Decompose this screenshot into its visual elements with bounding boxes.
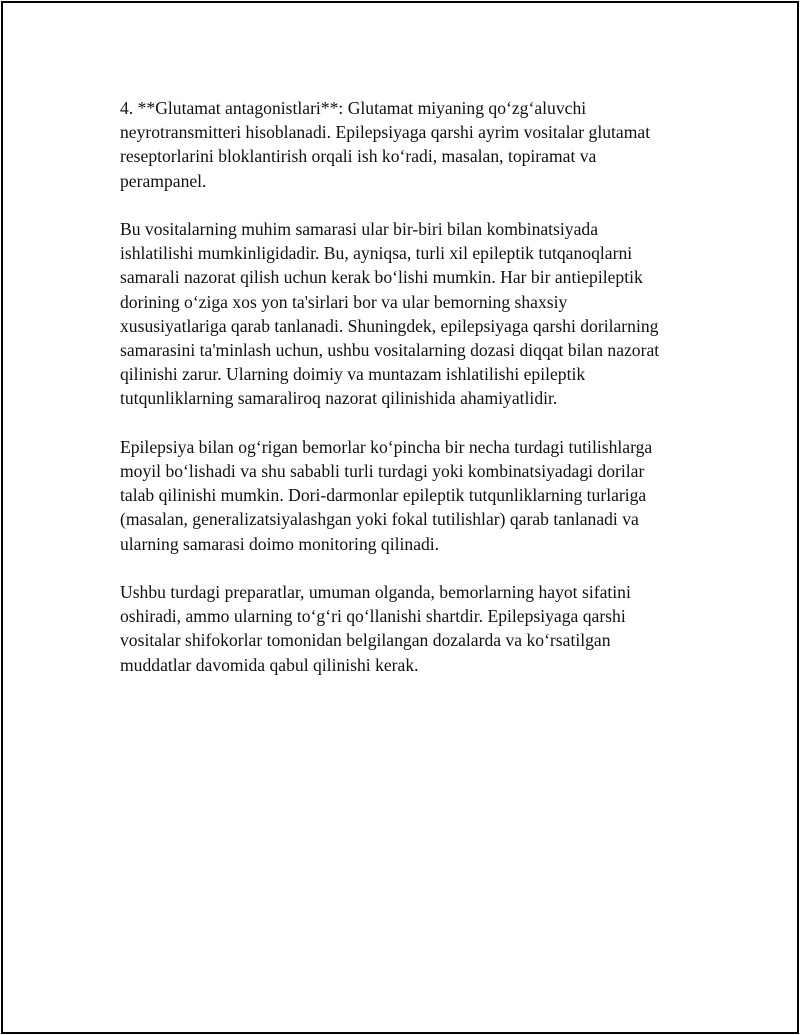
text-line: ularning samarasi doimo monitoring qilinadi.: [120, 533, 440, 554]
text-line: reseptorlarini bloklantirish orqali ish ko‘radi, masalan, topiramat va: [120, 146, 597, 167]
text-line: vositalar shifokorlar tomonidan belgilangan dozalarda va ko‘rsatilgan: [120, 630, 611, 651]
text-line: oshiradi, ammo ularning to‘g‘ri qo‘llanishi shartdir. Epilepsiyaga qarshi: [120, 606, 626, 627]
text-line: xususiyatlariga qarab tanlanadi. Shuningdek, epilepsiyaga qarshi dorilarning: [120, 315, 659, 336]
paragraph-seizure-types: [120, 435, 700, 556]
text-line: dorining o‘ziga xos yon ta'sirlari bor va ular bemorning shaxsiy: [120, 291, 568, 312]
text-line: tutqunliklarning samaraliroq nazorat qilinishida ahamiyatlidir.: [120, 388, 558, 409]
text-line: moyil bo‘lishadi va shu sababli turli turdagi yoki kombinatsiyadagi dorilar: [120, 461, 645, 482]
text-line: (masalan, generalizatsiyalashgan yoki fokal tutilishlar) qarab tanlanadi va: [120, 509, 639, 530]
document-body: [120, 96, 700, 701]
paragraph-quality-of-life: [120, 580, 700, 677]
text-line: qilinishi zarur. Ularning doimiy va muntazam ishlatilishi epileptik: [120, 364, 586, 385]
text-line: muddatlar davomida qabul qilinishi kerak.: [120, 654, 419, 675]
text-line: samarasini ta'minlash uchun, ushbu vositalarning dozasi diqqat bilan nazorat: [120, 340, 660, 361]
text-line: neyrotransmitteri hisoblanadi. Epilepsiyaga qarshi ayrim vositalar glutamat: [120, 122, 651, 143]
text-line: 4. **Glutamat antagonistlari**: Glutamat miyaning qo‘zg‘aluvchi: [120, 98, 587, 118]
paragraph-combination-therapy: [120, 217, 700, 411]
text-line: perampanel.: [120, 170, 207, 191]
text-line: talab qilinishi mumkin. Dori-darmonlar epileptik tutqunliklarning turlariga: [120, 485, 647, 506]
text-line: Bu vositalarning muhim samarasi ular bir-biri bilan kombinatsiyada: [120, 219, 599, 239]
page-frame: [1, 1, 799, 1034]
text-line: ishlatilishi mumkinligidadir. Bu, ayniqsa, turli xil epileptik tutqanoqlarni: [120, 243, 633, 264]
text-line: Ushbu turdagi preparatlar, umuman olganda, bemorlarning hayot sifatini: [120, 582, 631, 603]
paragraph-glutamat-antagonists: [120, 96, 700, 193]
text-line: samarali nazorat qilish uchun kerak bo‘lishi mumkin. Har bir antiepileptik: [120, 267, 643, 288]
text-line: Epilepsiya bilan og‘rigan bemorlar ko‘pincha bir necha turdagi tutilishlarga: [120, 436, 653, 457]
